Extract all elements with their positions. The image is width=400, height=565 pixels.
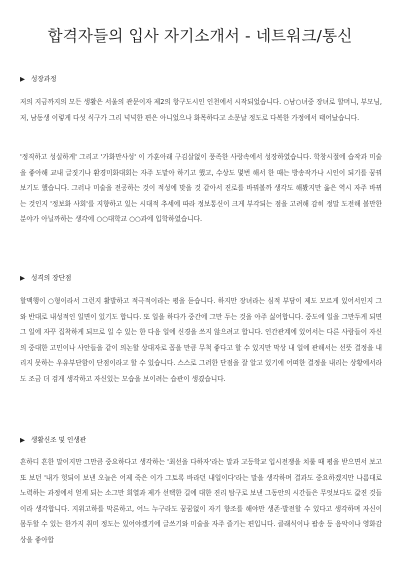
section-heading-growth xyxy=(20,73,56,83)
section-heading-life-motto xyxy=(20,434,86,444)
section-heading-text: 생활신조 및 인생관 xyxy=(31,436,87,444)
section-arrow-icon: ▶ xyxy=(20,274,25,282)
section-heading-text: 성장과정 xyxy=(31,75,57,83)
paragraph-personality-1: 할맥행이 ○형이라서 그런지 활발하고 적극적이라는 평을 듣습니다. 하지만 장녀라는 심적 부담이 제도 모르게 있어서인지 그와 반대로 내성적인 일면이 있기도 합니다. 또 일을 하다가 중간에 그만 두는 것을 아주 싫어합니다. 중도에 일을 그만두게 되면 그 일에 자꾸 집착하게 되므로 일 수 있는 한 다음 일에 신경을 쓰지 않으려고 합니다. 인간관계에 있어서는 다른 사람들이 자신의 중대한 고민이나 사안들을 같이 의논할 상대자로 꼽을 만큼 무척 좋다고 할 수 있지만 막상 내 일에 관해서는 선뜻 결정을 내리지 못하는 우유부단함이 단점이라고 할 수 있습니다. 스스로 그러한 단점을 잘 알고 있기에 어떠한 결정을 내리는 상황에서라도 조금 더 검게 생각하고 자신있는 모습을 보이려는 습관이 생겼습니다. xyxy=(20,297,382,383)
section-arrow-icon: ▶ xyxy=(20,436,25,444)
document-title: 합격자들의 입사 자기소개서 - 네트워크/통신 xyxy=(47,27,353,45)
section-arrow-icon: ▶ xyxy=(20,75,25,83)
paragraph-growth-2: '정직하고 성실하게' 그리고 '가화만사성' 이 가훈아래 구김살없이 풍족한 사랑속에서 성장하였습니다. 학창시절에 습작과 미술을 좋아해 교내 글짓기나 환경미화대회는 자주 도맡아 하기고 했고, 수상도 몇번 해서 한 때는 방송작가나 시인이 되기를 꿈꿔보기도 했습니다. 그러나 미술을 전공하는 것이 적성에 맞을 것 같아서 진로를 바꿔볼까 생각도 해봤지만 옳은 역시 자주 바뀌는 것인지 '정보화 사회'를 지향하고 있는 시대적 추세에 따라 정보통신이 크게 부각되는 점을 고려해 감히 정말 도전해 볼만한 분야가 아닐까하는 생각에 ○○대학교 ○○과에 입학하였습니다. xyxy=(20,153,382,223)
paragraph-life-motto-1: 흔하디 흔한 말이지만 그만큼 중요하다고 생각하는 '최선을 다하자'라는 말과 고등학교 입시전쟁을 치룰 때 평을 받으면서 보고 또 보던 '내가 헛되이 보낸 오늘은 어제 죽은 이가 그토록 바라던 내일이다'라는 말을 생각하며 결과도 중요하겠지만 나름대로 노력하는 과정에서 얻게 되는 소그만 희열과 제가 선택한 길에 대한 진리 탐구로 보낸 그동안의 시간들은 무엇보다도 값진 것들이라 생각합니다. 지위고하를 막론하고, 어느 누구라도 꿈꿈없이 자기 향조를 해야만 생존·발전할 수 있다고 생각하며 자신이 몸두할 수 있는 한가지 취미 정도는 있어야겠기에 글쓰기와 미술을 자주 즐기는 편입니다. 클래식이나 팝송 등 음악이나 영화감상을 좋아합 xyxy=(20,458,382,544)
section-heading-text: 성격의 장단점 xyxy=(31,274,72,282)
paragraph-growth-1: 저의 지금까지의 모든 생활은 서울의 관문이자 제2의 항구도시인 인천에서 시작되었습니다. ○남○녀중 장녀로 할머니, 부모님, 저, 남동생 이렇게 다섯 식구가 그리 넉넉한 편은 아니었으나 화목하다고 소문날 정도로 다복한 가정에서 태어났습니다. xyxy=(20,98,382,122)
section-heading-personality xyxy=(20,272,71,282)
